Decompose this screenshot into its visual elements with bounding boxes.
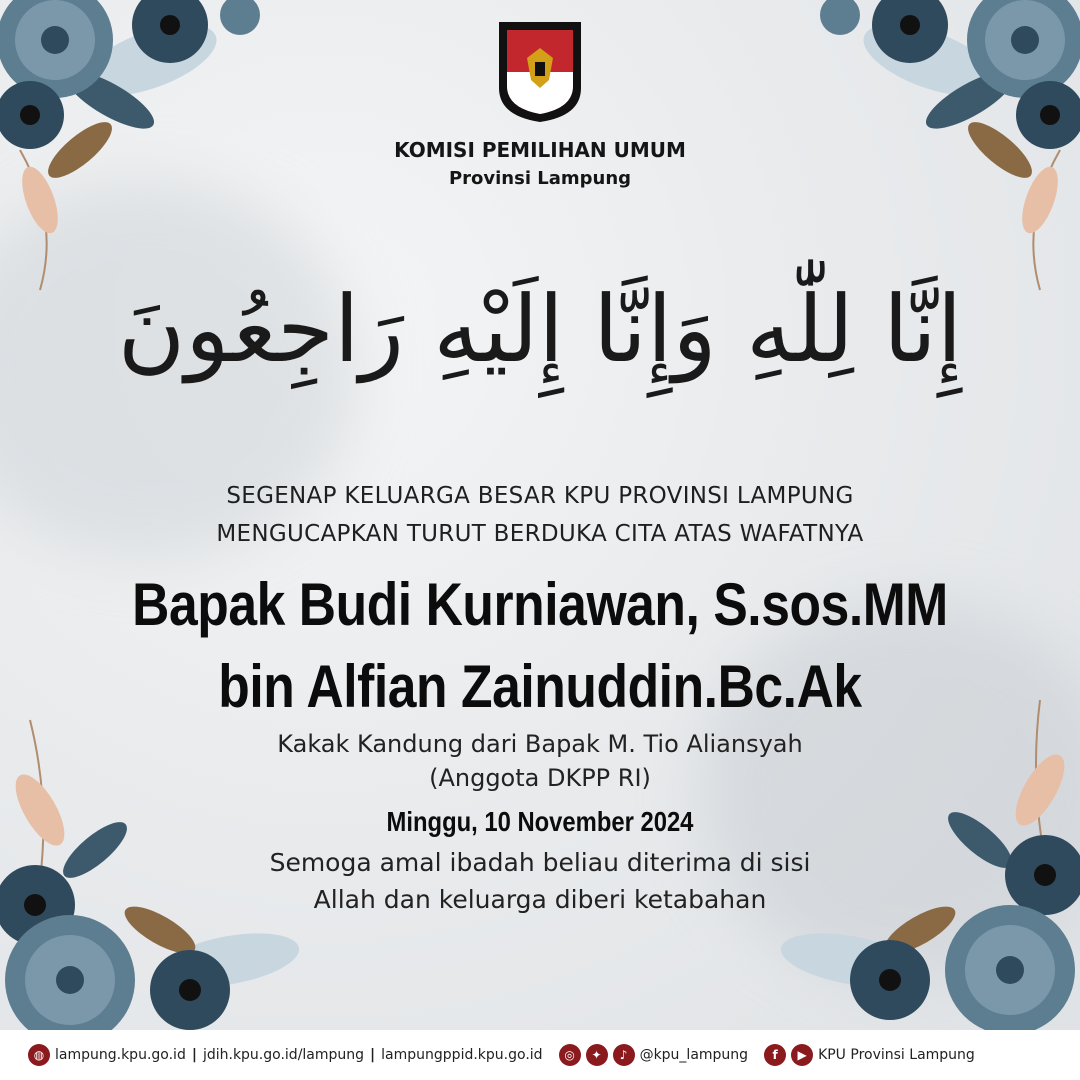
separator: | [191,1047,197,1063]
facebook-icon[interactable]: f [764,1044,786,1066]
page-name[interactable]: KPU Provinsi Lampung [818,1047,975,1063]
jdih-link[interactable]: jdih.kpu.go.id/lampung [202,1047,365,1063]
youtube-icon[interactable]: ▶ [791,1044,813,1066]
relation-line-2: (Anggota DKPP RI) [429,764,651,792]
instagram-icon[interactable]: ◎ [559,1044,581,1066]
website-link[interactable]: lampung.kpu.go.id [55,1047,186,1063]
social-handle[interactable]: @kpu_lampung [639,1047,749,1063]
separator: | [370,1047,376,1063]
message-line-2: MENGUCAPKAN TURUT BERDUKA CITA ATAS WAFATNYA [216,521,864,547]
date-text: Minggu, 10 November 2024 [386,806,694,837]
org-name: KOMISI PEMILIHAN UMUM [394,138,686,162]
tiktok-icon[interactable]: ♪ [613,1044,635,1066]
deceased-name-line-2: bin Alfian Zainuddin.Bc.Ak [218,653,862,720]
prayer-line-2: Allah dan keluarga diberi ketabahan [313,885,767,914]
kpu-logo [493,18,587,124]
prayer-line-1: Semoga amal ibadah beliau diterima di sisi [269,848,811,877]
ppid-link[interactable]: lampungppid.kpu.go.id [381,1047,543,1063]
twitter-icon[interactable]: ✦ [586,1044,608,1066]
globe-icon: ◍ [28,1044,50,1066]
message-line-1: SEGENAP KELUARGA BESAR KPU PROVINSI LAMPUNG [226,483,854,509]
arabic-calligraphy: إِنَّا لِلّٰهِ وَإِنَّا إِلَيْهِ رَاجِعُونَ [117,276,963,383]
relation-line-1: Kakak Kandung dari Bapak M. Tio Aliansyah [277,730,803,758]
footer-bar [0,1030,1080,1080]
deceased-name-line-1: Bapak Budi Kurniawan, S.sos.MM [132,571,948,638]
province-name: Provinsi Lampung [448,168,632,189]
